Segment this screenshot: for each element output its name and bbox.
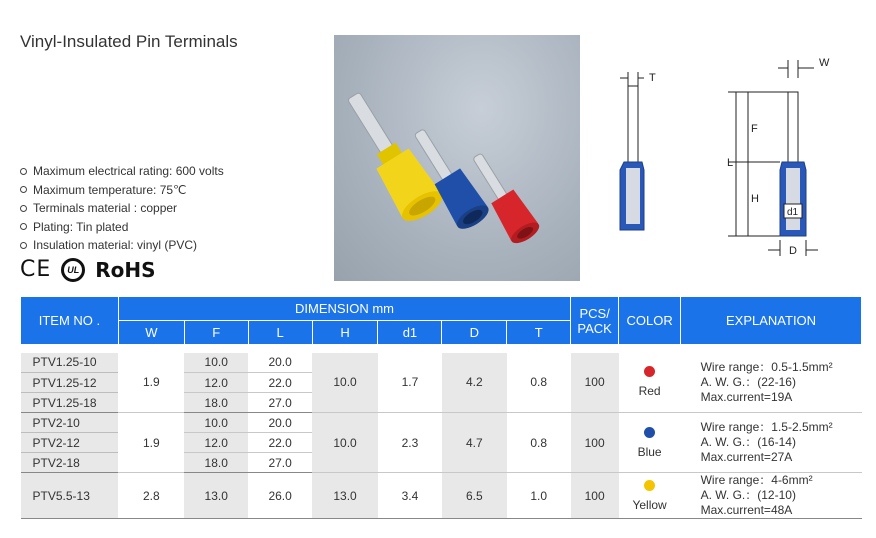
technical-drawing: [600, 50, 860, 270]
explanation-cell: Wire range：0.5-1.5mm² A. W. G.：(22-16) Max.current=19A: [681, 353, 862, 413]
bullet-icon: [20, 186, 27, 193]
certification-logos: [20, 257, 156, 282]
table-row: PTV2-18 18.0 27.0: [21, 453, 862, 473]
table-row: PTV2-12 12.0 22.0: [21, 433, 862, 453]
dim-f-label: F: [751, 123, 758, 135]
header-item: ITEM NO .: [21, 297, 119, 345]
dim-l-label: L: [727, 157, 734, 169]
bullet-icon: [20, 168, 27, 175]
rohs-mark-icon: RoHS: [95, 257, 156, 282]
feature-item: Maximum electrical rating: 600 volts: [20, 162, 224, 181]
header-color: COLOR: [619, 297, 681, 345]
ul-mark-icon: UL: [61, 258, 85, 282]
explanation-cell: Wire range：1.5-2.5mm² A. W. G.：(16-14) Max.current=27A: [681, 413, 862, 473]
dim-d-label: D: [789, 245, 797, 257]
bullet-icon: [20, 223, 27, 230]
dim-h-label: H: [751, 193, 759, 205]
color-cell: Blue: [619, 413, 681, 473]
bullet-icon: [20, 205, 27, 212]
yellow-dot-icon: [644, 480, 655, 491]
bullet-icon: [20, 242, 27, 249]
header-d: D: [442, 321, 507, 345]
header-l: L: [248, 321, 312, 345]
feature-item: Insulation material: vinyl (PVC): [20, 236, 224, 255]
header-t: T: [507, 321, 571, 345]
color-cell: Red: [619, 353, 681, 413]
terminals-illustration: [334, 35, 580, 281]
feature-list: [20, 162, 224, 255]
header-f: F: [184, 321, 248, 345]
product-photo: [334, 35, 580, 281]
dim-w-label: W: [819, 57, 830, 69]
header-w: W: [118, 321, 184, 345]
table-row: PTV1.25-10 1.9 10.0 20.0 10.0 1.7 4.2 0.8 100 Red Wire range：0.5-1.5mm² A. W. G.：(22-16) Max.current=19A: [21, 353, 862, 373]
blue-dot-icon: [644, 427, 655, 438]
spec-table: [20, 296, 862, 519]
dim-t-label: T: [649, 72, 656, 84]
explanation-cell: Wire range：4-6mm² A. W. G.：(12-10) Max.current=48A: [681, 473, 862, 519]
red-dot-icon: [644, 366, 655, 377]
header-h: H: [312, 321, 378, 345]
table-row: PTV1.25-12 12.0 22.0: [21, 373, 862, 393]
table-row: PTV2-10 1.9 10.0 20.0 10.0 2.3 4.7 0.8 100 Blue Wire range：1.5-2.5mm² A. W. G.：(16-14) Max.current=27A: [21, 413, 862, 433]
ce-mark-icon: CE: [20, 257, 52, 282]
header-explanation: EXPLANATION: [681, 297, 862, 345]
table-row: PTV5.5-13 2.8 13.0 26.0 13.0 3.4 6.5 1.0 100 Yellow Wire range：4-6mm² A. W. G.：(12-10) Max.current=48A: [21, 473, 862, 519]
color-cell: Yellow: [619, 473, 681, 519]
dim-d1-label: d1: [787, 207, 799, 218]
table-row: PTV1.25-18 18.0 27.0: [21, 393, 862, 413]
feature-item: Plating: Tin plated: [20, 218, 224, 237]
header-pcs-pack: PCS/ PACK: [571, 297, 619, 345]
feature-item: Terminals material : copper: [20, 199, 224, 218]
header-dimension: DIMENSION mm: [118, 297, 570, 321]
page-title: Vinyl-Insulated Pin Terminals: [20, 32, 238, 51]
header-d1: d1: [378, 321, 442, 345]
feature-item: Maximum temperature: 75℃: [20, 181, 224, 200]
